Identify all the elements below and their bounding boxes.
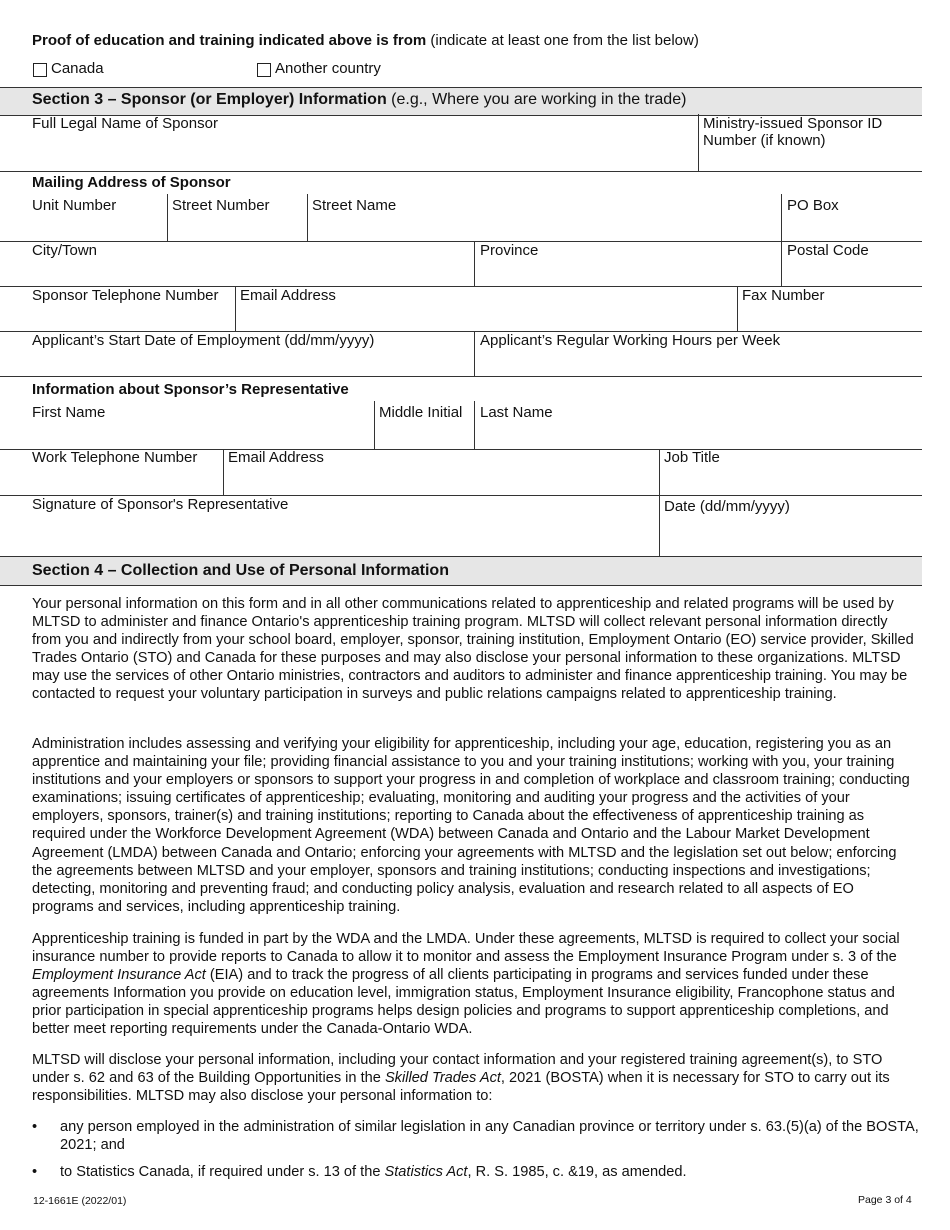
city-label: City/Town — [32, 242, 98, 259]
privacy-paragraph-4 — [32, 1051, 916, 1105]
section4-title: Section 4 – Collection and Use of Personal Information — [32, 562, 449, 579]
canada-label: Canada — [51, 60, 104, 77]
disclosure-bullet-1 — [32, 1118, 922, 1158]
b2-text-b: , R. S. 1985, c. &19, as amended. — [467, 1164, 687, 1180]
p4-text-b: , 2021 (BOSTA) when it is necessary for STO to carry out its responsibilities. MLTSD may also disclose your personal information to: — [32, 1070, 890, 1105]
signature-label: Signature of Sponsor's Representative — [32, 496, 289, 513]
bullet-marker: • — [32, 1119, 38, 1135]
privacy-paragraph-3 — [32, 930, 916, 1039]
bullet-marker: • — [32, 1164, 38, 1180]
p4-text-a: MLTSD will disclose your personal information, including your contact information and your registered training agreement(s), to STO under s. 62 and 63 of the Building Opportunities in the — [32, 1052, 883, 1087]
middle-initial-label: Middle Initial — [379, 404, 463, 421]
sponsor-email-label: Email Address — [240, 287, 336, 304]
another-country-label: Another country — [275, 60, 381, 77]
canada-checkbox[interactable] — [33, 63, 47, 77]
first-name-label: First Name — [32, 404, 106, 421]
postal-code-label: Postal Code — [787, 242, 869, 259]
section3-title-note: (e.g., Where you are working in the trade) — [386, 91, 687, 108]
mailing-address-heading: Mailing Address of Sponsor — [32, 174, 231, 191]
rep-email-label: Email Address — [228, 449, 324, 466]
unit-number-label: Unit Number — [32, 197, 117, 214]
work-telephone-label: Work Telephone Number — [32, 449, 198, 466]
page-number: Page 3 of 4 — [858, 1194, 912, 1206]
sponsor-id-label-line1: Ministry-issued Sponsor ID — [703, 115, 883, 132]
sponsor-id-label-line2: Number (if known) — [703, 132, 826, 149]
po-box-label: PO Box — [787, 197, 839, 214]
b2-act-name: Statistics Act — [384, 1164, 468, 1180]
privacy-paragraph-2: Administration includes assessing and verifying your eligibility for apprenticeship, including your age, education, registering you as an apprentice and maintaining your file; providing financial assistance to you and your training institutions; working with you, your training institutions and your employers or sponsors to support your progress in and completion of workplace and classroom training; conducting examinations; issuing certificates of apprenticeship; evaluating, monitoring and auditing your progress and the activities of your employers, sponsors, trainer(s) and training institutions; reporting to Canada about the effectiveness of apprenticeship training as required under the Workforce Development Agreement (WDA) between Canada and Ontario and the Labour Market Development Agreement (LMDA) between Canada and Ontario; enforcing your agreements with MLTSD and the legislation set out below; enforcing the agreements between MLTSD and your employer, sponsors and training institutions; conducting inspections and investigations; detecting, monitoring and preventing fraud; and conducting policy analysis, evaluation and research related to all aspects of EO programs and services, including apprenticeship training. — [32, 736, 910, 915]
section3-title — [32, 90, 686, 109]
proof-instruction-normal: (indicate at least one from the list below) — [426, 32, 699, 49]
proof-instruction-bold: Proof of education and training indicated above is from — [32, 32, 427, 49]
another-country-checkbox[interactable] — [257, 63, 271, 77]
province-label: Province — [480, 242, 539, 259]
p3-text-b: (EIA) and to track the progress of all clients participating in programs and services funded under these agreements Information you provide on education level, immigration status, Employment Insurance eligibility, Francophone status and prior participation in special apprenticeship programs helps design policies and programs to support apprenticeship completions, and better meet reporting requirements under the Canada-Ontario WDA. — [32, 967, 895, 1038]
p4-act-name: Skilled Trades Act — [384, 1070, 501, 1087]
street-number-label: Street Number — [172, 197, 270, 214]
privacy-paragraph-1: Your personal information on this form and in all other communications related to apprenticeship and related programs will be used by MLTSD to administer and finance Ontario's apprenticeship training program. MLTSD will collect relevant personal information directly from you and indirectly from your school board, employer, sponsor, training institution, Employment Ontario (EO) service provider, Skilled Trades Ontario (STO) and Canada for these purposes and may also disclose your personal information to these organizations. MLTSD may use the services of other Ontario ministries, contractors and auditors to administer and finance apprenticeship training. You may be contacted to request your voluntary participation in surveys and public relations campaigns related to apprenticeship training. — [32, 596, 914, 703]
last-name-label: Last Name — [480, 404, 553, 421]
proof-instruction — [32, 32, 699, 50]
form-id: 12-1661E (2022/01) — [33, 1195, 127, 1207]
representative-heading: Information about Sponsor’s Representative — [32, 381, 349, 398]
job-title-label: Job Title — [664, 449, 720, 466]
sponsor-telephone-label: Sponsor Telephone Number — [32, 287, 219, 304]
start-date-label: Applicant’s Start Date of Employment (dd/mm/yyyy) — [32, 332, 375, 349]
p3-act-name: Employment Insurance Act — [32, 967, 206, 984]
date-label: Date (dd/mm/yyyy) — [664, 498, 790, 515]
fax-number-label: Fax Number — [742, 287, 825, 304]
p3-text-a: Apprenticeship training is funded in part by the WDA and the LMDA. Under these agreements, MLTSD is required to collect your social insurance number to provide reports to Canada to allow it to monitor and assess the Employment Insurance Program under s. 3 of the — [32, 931, 900, 966]
disclosure-bullet-2 — [32, 1163, 922, 1183]
working-hours-label: Applicant’s Regular Working Hours per Week — [480, 332, 781, 349]
b2-text-a: to Statistics Canada, if required under s. 13 of the — [60, 1164, 385, 1180]
street-name-label: Street Name — [312, 197, 397, 214]
section3-title-bold: Section 3 – Sponsor (or Employer) Information — [32, 91, 387, 108]
full-legal-name-label: Full Legal Name of Sponsor — [32, 115, 218, 132]
bullet-2-text — [60, 1163, 920, 1181]
bullet-1-text: any person employed in the administration of similar legislation in any Canadian province or territory under s. 63.(5)(a) of the BOSTA, 2021; and — [60, 1119, 919, 1154]
